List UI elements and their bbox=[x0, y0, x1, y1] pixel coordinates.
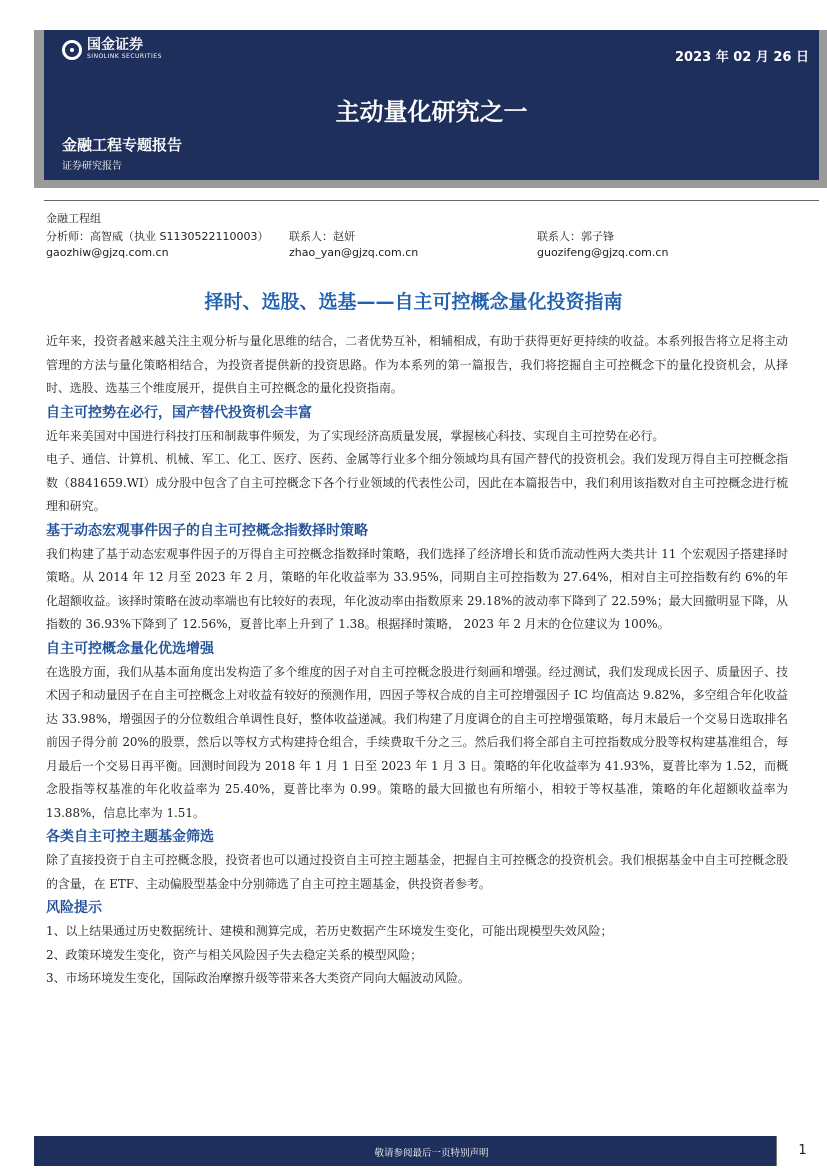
contact-1-email[interactable]: zhao_yan@gjzq.com.cn bbox=[289, 246, 419, 259]
analyst-info: 分析师：高智威（执业 S1130522110003） bbox=[46, 230, 269, 243]
risk-item: 1、以上结果通过历史数据统计、建模和测算完成，若历史数据产生环境发生变化，可能出现模型失效风险； bbox=[46, 924, 613, 938]
section-paragraph: 近年来美国对中国进行科技打压和制裁事件频发，为了实现经济高质量发展，掌握核心科技、实现自主可控势在必行。 bbox=[46, 428, 665, 443]
section-heading: 各类自主可控主题基金筛选 bbox=[46, 829, 214, 845]
section-heading: 基于动态宏观事件因子的自主可控概念指数择时策略 bbox=[46, 522, 368, 539]
divider bbox=[44, 200, 819, 201]
section-paragraph: 电子、通信、计算机、机械、军工、化工、医疗、医药、金属等行业多个细分领域均具有国产替代的投资机会。我们发现万得自主可控概念指数（8841659.WI）成分股中包含了自主可控概念下各个行业领域的代表性公司，因此在本篇报告中，我们利用该指数对自主可控概念进行梳理和研究。 bbox=[46, 452, 788, 513]
company-logo bbox=[62, 38, 162, 61]
logo-name-cn: 国金证券 bbox=[87, 37, 143, 53]
page-number-box bbox=[776, 1136, 827, 1166]
section-paragraph: 在选股方面，我们从基本面角度出发构造了多个维度的因子对自主可控概念股进行刻画和增强。经过测试，我们发现成长因子、质量因子、技术因子和动量因子在自主可控概念上对收益有较好的预测作用，四因子等权合成的自主可控增强因子 IC 均值高达 9.82%，多空组合年化收益达 33.98%，增强因子的分位数组合单调性良好，整体收益递减。我们构建了月度调仓的自主可控增强策略，每月末最后一个交易日选取排名前因子得分前 20%的股票，然后以等权方式构建持仓组合，手续费取千分之三。然后我们将全部自主可控指数成分股等权构建基准组合，每月最后一个交易日再平衡。回测时间段为 2018 年 1 月 1 日至 2023 年 1 月 3 日。策略的年化收益率为 41.93%，夏普比率为 1.52，而概念股指等权基准的年化收益率为 25.40%，夏普比率为 0.99。策略的最大回撤也有所缩小，相较于等权基准，策略的年化超额收益率为 13.88%，信息比率为 1.51。 bbox=[46, 664, 788, 820]
section-paragraph: 除了直接投资于自主可控概念股，投资者也可以通过投资自主可控主题基金，把握自主可控概念的投资机会。我们根据基金中自主可控概念股的含量，在 ETF、主动偏股型基金中分别筛选了自主可控主题基金，供投资者参考。 bbox=[46, 853, 788, 891]
intro-paragraph: 近年来，投资者越来越关注主观分析与量化思维的结合，二者优势互补，相辅相成，有助于获得更好更持续的收益。本系列报告将立足将主动管理的方法与量化策略相结合，为投资者提供新的投资思路。作为本系列的第一篇报告，我们将挖掘自主可控概念下的量化投资机会，从择时、选股、选基三个维度展开，提供自主可控概念的量化投资指南。 bbox=[46, 334, 788, 395]
section-heading: 自主可控概念量化优选增强 bbox=[46, 640, 214, 657]
section-autonomy bbox=[46, 401, 788, 519]
risk-item: 3、市场环境发生变化，国际政治摩擦升级等带来各大类资产同向大幅波动风险。 bbox=[46, 971, 470, 985]
report-type: 金融工程专题报告 bbox=[62, 136, 183, 154]
report-date: 2023 年 02 月 26 日 bbox=[675, 50, 809, 65]
section-risk bbox=[46, 896, 788, 991]
contact-2-email[interactable]: guozifeng@gjzq.com.cn bbox=[537, 246, 669, 259]
logo-icon bbox=[62, 40, 82, 60]
section-stock-selection bbox=[46, 637, 788, 826]
risk-item: 2、政策环境发生变化，资产与相关风险因子失去稳定关系的模型风险； bbox=[46, 947, 423, 962]
section-paragraph: 我们构建了基于动态宏观事件因子的万得自主可控概念指数择时策略，我们选择了经济增长和货币流动性两大类共计 11 个宏观因子搭建择时策略。从 2014 年 12 月至 2023 年 2 月，策略的年化收益率为 33.95%，同期自主可控指数为 27.64%，相对自主可控指数有约 6%的年化超额收益。该择时策略在波动率端也有比较好的表现，年化波动率由指数原来 29.18%的波动率下降到了 22.59%；最大回撤明显下降，从指数的 36.93%下降到了 12.56%，夏普比率上升到了 1.38。根据择时策略， 2023 年 2 月末的仓位建议为 100%。 bbox=[46, 546, 788, 631]
page-footer bbox=[34, 1136, 827, 1166]
report-body bbox=[46, 330, 788, 991]
page-number: 1 bbox=[798, 1143, 807, 1158]
section-heading: 自主可控势在必行，国产替代投资机会丰富 bbox=[46, 404, 312, 421]
analyst-email[interactable]: gaozhiw@gjzq.com.cn bbox=[46, 246, 169, 259]
report-subtype: 证券研究报告 bbox=[62, 161, 122, 172]
contact-2: 联系人：郭子锋 bbox=[537, 230, 614, 243]
contact-1: 联系人：赵妍 bbox=[289, 230, 355, 243]
section-heading: 风险提示 bbox=[46, 900, 102, 916]
section-timing bbox=[46, 519, 788, 637]
report-header-banner bbox=[44, 30, 819, 180]
logo-name-en: SINOLINK SECURITIES bbox=[87, 53, 162, 60]
disclaimer-notice: 敬请参阅最后一页特别声明 bbox=[374, 1148, 489, 1159]
section-fund-screening bbox=[46, 825, 788, 896]
report-title: 择时、选股、选基——自主可控概念量化投资指南 bbox=[204, 291, 623, 313]
series-title: 主动量化研究之一 bbox=[335, 98, 528, 126]
team-name: 金融工程组 bbox=[46, 212, 101, 225]
